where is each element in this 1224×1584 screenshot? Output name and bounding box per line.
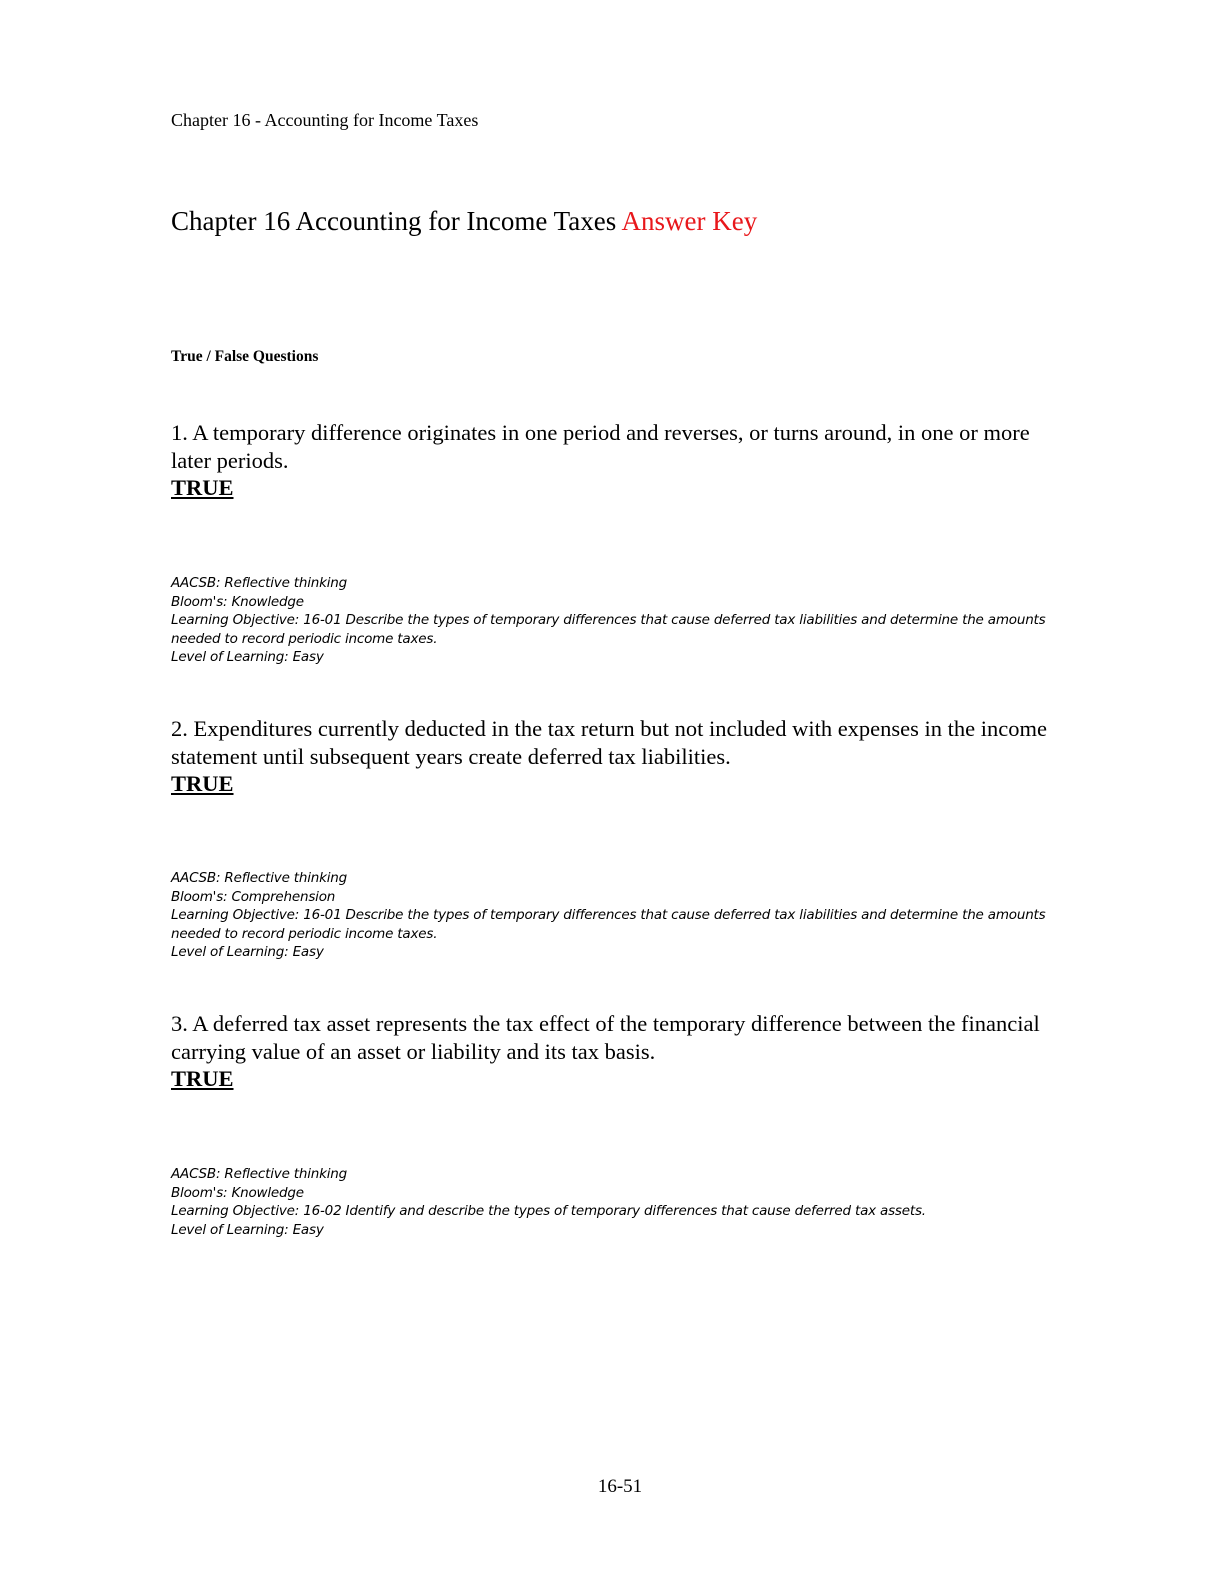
- answer: TRUE: [171, 1066, 234, 1091]
- question-text: 1. A temporary difference originates in one period and reverses, or turns around, in one or more later periods.: [171, 420, 1030, 473]
- blooms-tag: Bloom's: Knowledge: [171, 1184, 304, 1201]
- document-title: [171, 204, 757, 238]
- level-of-learning: Level of Learning: Easy: [171, 944, 324, 960]
- answer-key-label: Answer Key: [621, 206, 758, 236]
- blooms-tag: Bloom's: Comprehension: [171, 888, 336, 905]
- aacsb-tag: AACSB: Reflective thinking: [171, 870, 348, 886]
- question-2-metadata: [171, 869, 1071, 962]
- question-text: 3. A deferred tax asset represents the tax effect of the temporary difference between the financial carrying value of an asset or liability and its tax basis.: [171, 1011, 1040, 1064]
- section-heading: True / False Questions: [171, 348, 319, 365]
- level-of-learning: Level of Learning: Easy: [171, 1221, 324, 1238]
- answer: TRUE: [171, 771, 234, 796]
- question-1-metadata: [171, 574, 1071, 667]
- question-text: 2. Expenditures currently deducted in the tax return but not included with expenses in the income statement until subsequent years create deferred tax liabilities.: [171, 716, 1048, 769]
- learning-objective: Learning Objective: 16-01 Describe the types of temporary differences that cause deferred tax liabilities and determine the amounts needed to record periodic income taxes.: [171, 612, 1046, 647]
- blooms-tag: Bloom's: Knowledge: [171, 593, 304, 610]
- aacsb-tag: AACSB: Reflective thinking: [171, 575, 348, 591]
- aacsb-tag: AACSB: Reflective thinking: [171, 1166, 348, 1182]
- question-1: [171, 419, 1051, 501]
- question-3-metadata: [171, 1165, 1071, 1239]
- question-3: [171, 1010, 1051, 1092]
- title-text: Chapter 16 Accounting for Income Taxes: [171, 206, 622, 236]
- running-header: Chapter 16 - Accounting for Income Taxes: [171, 110, 479, 130]
- learning-objective: Learning Objective: 16-01 Describe the types of temporary differences that cause deferred tax liabilities and determine the amounts needed to record periodic income taxes.: [171, 907, 1046, 942]
- page-number: 16-51: [597, 1476, 643, 1497]
- question-2: [171, 715, 1051, 797]
- answer: TRUE: [171, 475, 234, 500]
- level-of-learning: Level of Learning: Easy: [171, 649, 324, 665]
- learning-objective: Learning Objective: 16-02 Identify and describe the types of temporary differences that cause deferred tax assets.: [171, 1203, 926, 1219]
